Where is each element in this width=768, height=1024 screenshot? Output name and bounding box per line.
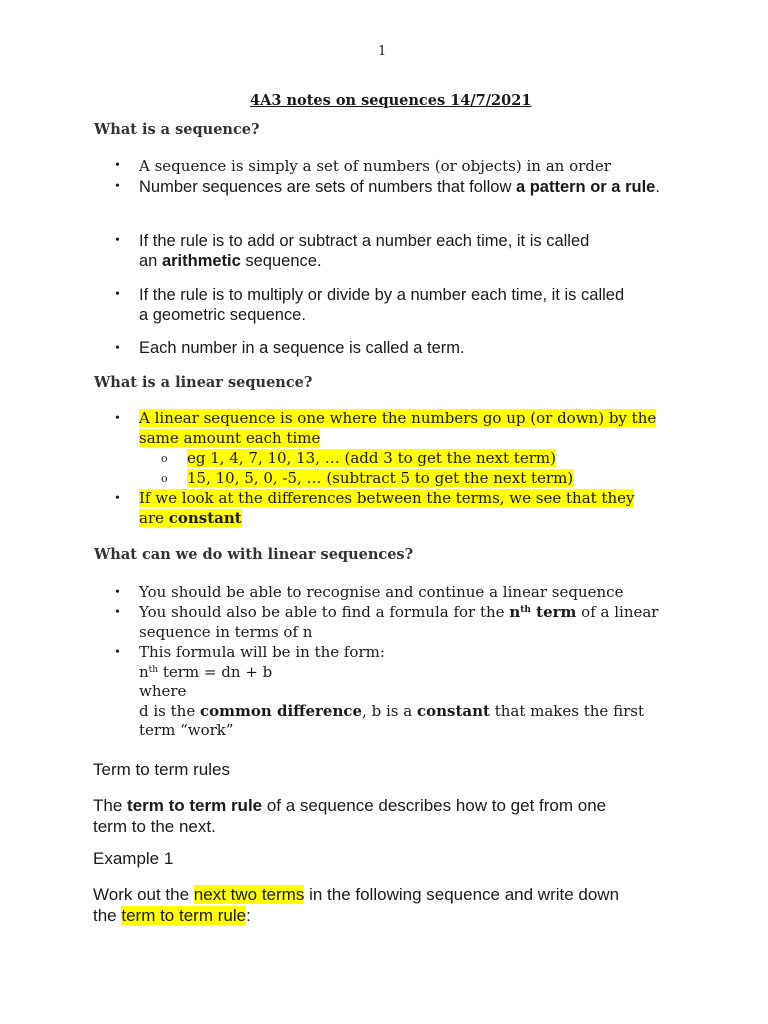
sub-bullet: o (161, 472, 168, 485)
bullet: • (115, 179, 120, 194)
bullet: • (115, 341, 120, 356)
list-item: If the rule is to multiply or divide by a number each time, it is called a geometric sequence. (139, 286, 625, 324)
bullet: • (115, 605, 120, 620)
paragraph-task: Work out the next two terms in the following sequence and write down the term to term rule: (93, 885, 620, 925)
sub-bullet: o (161, 452, 168, 465)
example-label: Example 1 (93, 849, 174, 868)
paragraph-term-rule: The term to term rule of a sequence describes how to get from one term to the next. (93, 796, 607, 836)
list-item: Number sequences are sets of numbers that follow a pattern or a rule. (139, 178, 660, 196)
heading-what-is-sequence: What is a sequence? (94, 121, 260, 138)
sub-list-item: 15, 10, 5, 0, -5, … (subtract 5 to get the next term) (187, 469, 574, 487)
page-number: 1 (378, 44, 387, 59)
heading-linear-sequences-use: What can we do with linear sequences? (94, 546, 414, 563)
heading-linear-sequence: What is a linear sequence? (94, 374, 313, 391)
list-item: You should also be able to find a formula for the $n^{th}$ term of a linear sequence in terms of n (139, 603, 659, 641)
list-item: This formula will be in the form: $n^{th}$ term = dn + b where d is the common difference, b is a constant that makes the first term “work” (139, 643, 644, 739)
page-title: 4A3 notes on sequences 14/7/2021 (250, 92, 532, 109)
list-item: If we look at the differences between the terms, we see that they are constant (139, 489, 635, 527)
bullet: • (115, 287, 120, 302)
bullet: • (115, 491, 120, 506)
list-item: A linear sequence is one where the numbers go up (or down) by the same amount each time (139, 409, 657, 447)
list-item: You should be able to recognise and continue a linear sequence (139, 583, 624, 601)
list-item: If the rule is to add or subtract a number each time, it is called an arithmetic sequence. (139, 232, 590, 270)
bullet: • (115, 411, 120, 426)
list-item: Each number in a sequence is called a term. (139, 339, 465, 357)
heading-term-to-term: Term to term rules (93, 760, 230, 779)
bullet: • (115, 233, 120, 248)
bullet: • (115, 585, 120, 600)
bullet: • (115, 645, 120, 660)
bullet: • (115, 158, 120, 173)
sub-list-item: eg 1, 4, 7, 10, 13, … (add 3 to get the next term) (187, 449, 556, 467)
list-item: A sequence is simply a set of numbers (or objects) in an order (139, 157, 611, 175)
